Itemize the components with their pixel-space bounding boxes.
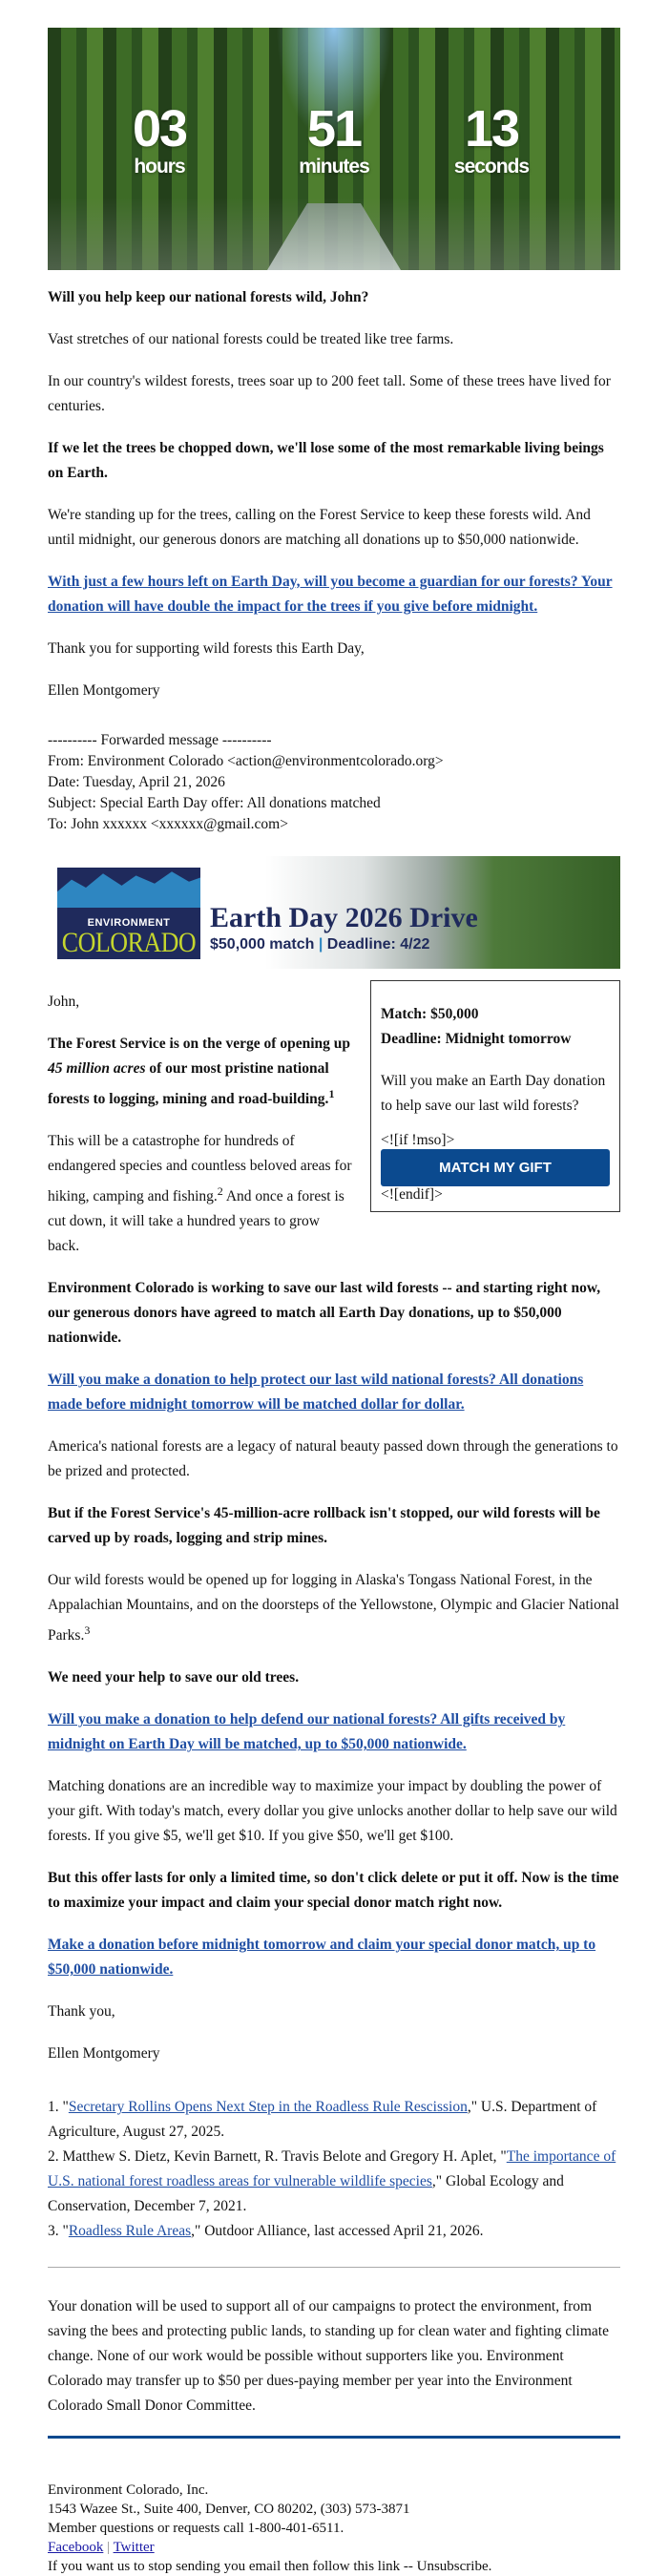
footer: [48, 2481, 620, 2576]
text: The Forest Service is on the verge of opening up: [48, 1036, 351, 1052]
source-item: [48, 2145, 620, 2219]
unsubscribe-text[interactable]: If you want us to stop sending you email then follow this link -- Unsubscribe.: [48, 2559, 492, 2575]
countdown-hours: [102, 102, 217, 178]
twitter-link[interactable]: Twitter: [113, 2540, 155, 2556]
text: This will be a catastrophe for hundreds of endangered species and countless beloved areas for hiking, camping and fishing.: [48, 1133, 352, 1205]
intro-paragraph: In our country's wildest forests, trees soar up to 200 feet tall. Some of these trees have lived for centuries.: [48, 373, 611, 414]
donate-link[interactable]: With just a few hours left on Earth Day, will you become a guardian for our forests? Your donation will have double the impact for the trees if you give before midnight.: [48, 574, 613, 615]
body-paragraph: [48, 1032, 353, 1112]
source-item: [48, 2095, 620, 2145]
footnote-ref: 3: [84, 1623, 91, 1638]
source-item: [48, 2219, 620, 2244]
mso-endif: <![endif]>: [381, 1186, 443, 1203]
footer-member: Member questions or requests call 1-800-401-6511.: [48, 2521, 344, 2537]
banner-separator: |: [318, 936, 324, 953]
donate-link[interactable]: Will you make a donation to help protect our last wild national forests? All donations made before midnight tomorrow will be matched dollar for dollar.: [48, 1372, 584, 1414]
body-paragraph: Matching donations are an incredible way to maximize your impact by doubling the power of your gift. With today's match, every dollar you give unlocks another dollar to help save our wild forests. If you give $5, we'll get $10. If you give $50, we'll get $100.: [48, 1778, 617, 1845]
footnote-ref: 1: [328, 1087, 335, 1100]
intro-headline: Will you help keep our national forests wild, John?: [48, 289, 369, 305]
intro-signature: Ellen Montgomery: [48, 682, 160, 699]
source-link[interactable]: The importance of U.S. national forest roadless areas for vulnerable wildlife species: [48, 2148, 616, 2190]
divider: [48, 2267, 620, 2268]
body-paragraph: [48, 1129, 353, 1259]
banner-title: Earth Day 2026 Drive: [210, 902, 478, 933]
body-paragraph: America's national forests are a legacy of natural beauty passed down through the generations to be prized and protected.: [48, 1438, 618, 1480]
footer-divider: [48, 2436, 620, 2439]
body-paragraph: We need your help to save our old trees.: [48, 1669, 300, 1686]
match-sidebar: [370, 980, 620, 1212]
minutes-value: 51: [306, 100, 362, 157]
forwarded-divider: ---------- Forwarded message ----------: [48, 732, 272, 748]
emphasis-text: 45 million acres: [48, 1060, 146, 1077]
source-link[interactable]: Secretary Rollins Opens Next Step in the Roadless Rule Rescission: [68, 2099, 468, 2116]
text: And once a forest is cut down, it will take a hundred years to grow back.: [48, 1188, 344, 1255]
donate-link[interactable]: Make a donation before midnight tomorrow and claim your special donor match, up to $50,000 nationwide.: [48, 1937, 596, 1979]
text: ," U.S. Department of Agriculture, August 27, 2025.: [48, 2099, 597, 2141]
countdown-hero-image[interactable]: [48, 28, 620, 270]
mso-conditional: <![if !mso]>: [381, 1132, 455, 1148]
logo-text-bottom: COLORADO: [61, 926, 197, 959]
text: ," Global Ecology and Conservation, December 7, 2021.: [48, 2173, 564, 2215]
facebook-link[interactable]: Facebook: [48, 2540, 104, 2556]
social-links: [48, 2538, 620, 2557]
footer-address: 1543 Wazee St., Suite 400, Denver, CO 80202, (303) 573-3871: [48, 2502, 410, 2518]
closing: Thank you,: [48, 2003, 115, 2021]
minutes-label: minutes: [299, 156, 369, 178]
footer-org: Environment Colorado, Inc.: [48, 2482, 209, 2499]
forwarded-subject: Subject: Special Earth Day offer: All donations matched: [48, 795, 381, 811]
logo-text-top: ENVIRONMENT: [87, 917, 171, 929]
body-paragraph: Environment Colorado is working to save our last wild forests -- and starting right now, our generous donors have agreed to match all Earth Day donations, up to $50,000 nationwide.: [48, 1280, 601, 1347]
body-paragraph: [48, 1568, 620, 1648]
forwarded-to: To: John xxxxxx <xxxxxx@gmail.com>: [48, 816, 288, 832]
sources-list: [48, 2095, 620, 2244]
campaign-banner[interactable]: [48, 856, 620, 969]
text: 2. Matthew S. Dietz, Kevin Barnett, R. Travis Belote and Gregory H. Aplet, ": [48, 2148, 507, 2166]
seconds-value: 13: [464, 100, 519, 157]
donate-link[interactable]: Will you make a donation to help defend our national forests? All gifts received by midnight on Earth Day will be matched, up to $50,000 nationwide.: [48, 1711, 566, 1753]
banner-match: $50,000 match: [210, 936, 315, 953]
greeting: John,: [48, 994, 80, 1010]
text: Our wild forests would be opened up for logging in Alaska's Tongass National Forest, in the Appalachian Mountains, and on the doorsteps of the Yellowstone, Olympic and Glacier National Parks.: [48, 1572, 619, 1644]
footnote-ref: 2: [217, 1184, 223, 1199]
body-paragraph: But if the Forest Service's 45-million-acre rollback isn't stopped, our wild forests will be carved up by roads, logging and strip mines.: [48, 1505, 600, 1547]
forwarded-header: [48, 730, 620, 835]
separator: |: [103, 2540, 114, 2556]
text: ," Outdoor Alliance, last accessed April 21, 2026.: [191, 2223, 484, 2240]
seconds-label: seconds: [453, 156, 530, 178]
intro-paragraph: We're standing up for the trees, calling on the Forest Service to keep these forests wild. And until midnight, our generous donors are matching all donations up to $50,000 nationwide.: [48, 507, 591, 548]
hours-label: hours: [134, 156, 185, 178]
banner-deadline: Deadline: 4/22: [326, 936, 430, 953]
hours-value: 03: [132, 100, 187, 157]
intro-paragraph: Vast stretches of our national forests could be treated like tree farms.: [48, 331, 454, 347]
countdown-minutes: [277, 102, 391, 178]
text: 1. ": [48, 2099, 69, 2116]
donation-disclaimer: Your donation will be used to support all of our campaigns to protect the environment, from saving the bees and protecting public lands, to standing up for clean water and fighting climate change. None of our work would be possible without supporters like you. Environment Colorado may transfer up to $50 per dues-paying member per year into the Environment Colorado Small Donor Committee.: [48, 2298, 609, 2415]
sidebar-deadline: Deadline: Midnight tomorrow: [381, 1031, 572, 1047]
text: of our most pristine national forests to logging, mining and road-building.: [48, 1060, 329, 1108]
body-paragraph: But this offer lasts for only a limited time, so don't click delete or put it off. Now is the time to maximize your impact and claim your special donor match right now.: [48, 1870, 619, 1912]
text: 3. ": [48, 2223, 69, 2240]
forwarded-from: From: Environment Colorado <action@environmentcolorado.org>: [48, 753, 444, 769]
sidebar-question: Will you make an Earth Day donation to help save our last wild forests?: [381, 1073, 606, 1114]
intro-thanks: Thank you for supporting wild forests this Earth Day,: [48, 640, 365, 657]
environment-colorado-logo: [57, 868, 200, 959]
match-my-gift-button[interactable]: MATCH MY GIFT: [381, 1149, 610, 1186]
sidebar-match: Match: $50,000: [381, 1006, 479, 1022]
countdown-seconds: [434, 102, 549, 178]
source-link[interactable]: Roadless Rule Areas: [68, 2223, 192, 2240]
signature: Ellen Montgomery: [48, 2045, 160, 2063]
banner-subtitle: [210, 936, 429, 953]
intro-paragraph: If we let the trees be chopped down, we'll lose some of the most remarkable living beings on Earth.: [48, 440, 604, 481]
mountains-icon: [57, 868, 200, 908]
forwarded-date: Date: Tuesday, April 21, 2026: [48, 774, 225, 790]
